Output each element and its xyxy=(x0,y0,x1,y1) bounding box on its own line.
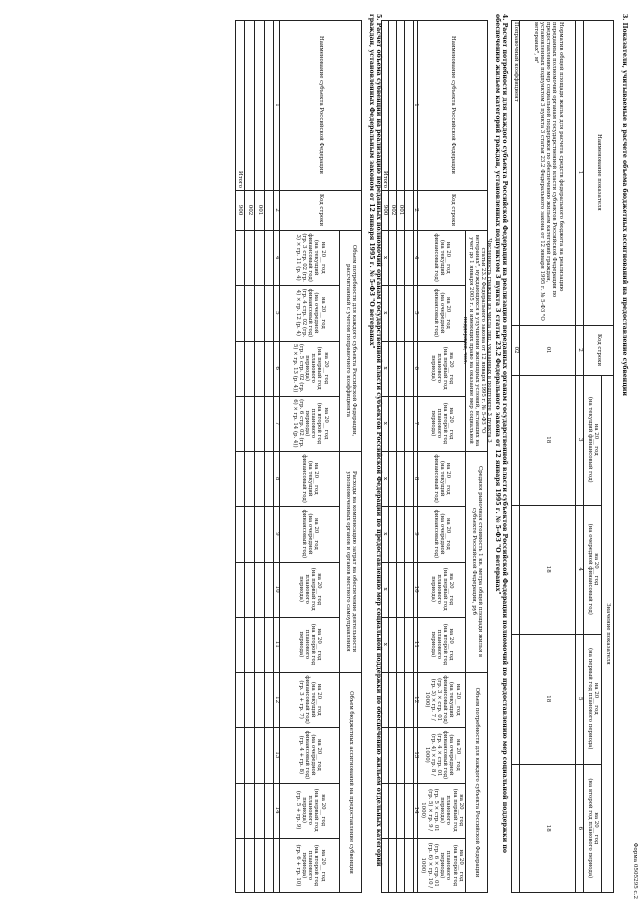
column-number: 8 xyxy=(274,476,281,481)
header-year-column: на 20__ год (на очередной финансовый год) xyxy=(587,523,600,615)
header-year-column: на 20__ год (на текущий финансовый год) xyxy=(432,454,452,503)
grid-line xyxy=(404,20,405,893)
header-group: Объем потребности для каждого субъекта Российской Федерации xyxy=(474,687,481,878)
row-code: 002 xyxy=(247,204,254,216)
header-year-column: на 20__ год (на очередной финансовый год) (гр. 4 × стр. 01 (гр. 4) × гр. 8 / 1000) xyxy=(423,730,461,780)
column-number: 11 xyxy=(274,640,281,648)
column-number: 2 xyxy=(577,348,584,352)
column-number: 4 xyxy=(274,255,281,260)
header-group: Средняя рыночная стоимость 1 кв. метра общей площади жилья в субъекте Российской Федерации, руб xyxy=(471,465,484,658)
indicator-value xyxy=(511,764,520,894)
row-code: 001 xyxy=(398,204,405,216)
grid-line xyxy=(264,20,265,893)
column-number: 12 xyxy=(274,696,281,704)
column-number: 14 xyxy=(274,806,281,814)
not-applicable-mark: x xyxy=(382,642,389,646)
grid-line xyxy=(254,20,255,893)
header-group: Объем бюджетных ассигнований на предоставление субвенции xyxy=(348,691,355,874)
header-year-column: на 20__ год (на первый год планового периода) xyxy=(429,567,455,611)
column-number: 11 xyxy=(413,640,420,648)
row-code: 02 xyxy=(512,346,519,354)
header-year-column: на 20__ год (на второй год планового периода) (гр. 6 + гр. 10) xyxy=(294,844,326,887)
header-year-column: на 20__ год (на текущий финансовый год) (гр. 3 × стр. 01 (гр. 3) × гр. 7 / 1000) xyxy=(423,675,461,724)
header-year-column: на 20__ год (на второй год планового периода) xyxy=(587,778,600,879)
grid-line xyxy=(396,20,397,893)
not-applicable-mark: x xyxy=(382,256,389,260)
header-year-column: на 20__ год (на второй год планового периода) xyxy=(297,623,323,666)
column-number: 5 xyxy=(413,311,420,315)
column-number: 2 xyxy=(413,208,420,212)
header-year-column: на 20__ год (на второй год планового периода) xyxy=(429,623,455,666)
header-year-column: на 20__ год (на текущий финансовый год) xyxy=(587,396,600,483)
total-row-code: 900 xyxy=(237,204,244,216)
header-year-column: на 20__ год (на первый год планового периода) xyxy=(587,648,600,750)
header-year-column: на 20__ год (на текущий финансовый год) (гр. 3 стр. 02 (гр. 3) × гр. 11 (р. 4) xyxy=(294,233,326,282)
column-number: 8 xyxy=(413,476,420,481)
header-year-column: на 20__ год (на очередной финансовый год) xyxy=(432,288,452,338)
column-number: 12 xyxy=(413,696,420,704)
form-code: Форма 0505295 с.2 xyxy=(632,842,638,899)
total-label: Итого xyxy=(382,171,389,188)
column-number: 5 xyxy=(274,311,281,315)
row-code: 01 xyxy=(545,346,552,354)
column-number: 10 xyxy=(413,585,420,593)
column-number: 2 xyxy=(274,208,281,212)
not-applicable-mark: x xyxy=(382,532,389,536)
header-year-column: на 20__ год (на очередной финансовый год) xyxy=(432,509,452,559)
header-group: Объем потребности для каждого субъекта Российской Федерации, рассчитанный с учетом поправочного коэффициента xyxy=(345,244,358,437)
column-number: 13 xyxy=(413,751,420,759)
header-indicator-name: Наименование показателя xyxy=(596,134,603,211)
indicator-value xyxy=(511,375,520,505)
row-code: 001 xyxy=(257,204,264,216)
column-number: 5 xyxy=(577,696,584,701)
indicator-value: 18 xyxy=(545,695,552,703)
indicator-name: Норматив общей площади жилья для расчета средств федерального бюджета на реализацию переданных полномочий органам государственной власти субъектов Российской Федерации по предоставлению мер социальной поддержки по обеспечению жильем категорий граждан, установленных подпунктом 3 пункта 3 статьи 23.2 Федерального закона от 12 января 1995 г. № 5-ФЗ "О ветеранах", м² xyxy=(532,22,564,321)
column-number: 7 xyxy=(413,421,420,426)
header-year-column: на 20__ год (на очередной финансовый год) xyxy=(300,509,320,559)
header-year-column: на 20__ год (на первый год планового периода) xyxy=(297,567,323,611)
section-4-heading: 4. Расчет потребности для каждого субъекта Российской Федерации на реализацию переданных органам государственной власти субъектов Российской Федерации полномочий по предоставлению мер социальной поддержки по обеспечению жильем категорий граждан, установленных подпунктом 3 пункта 3 статьи 23.2 Федерального закона от 12 января 1995 г. № 5-ФЗ "О ветеранах" xyxy=(493,14,508,854)
not-applicable-mark: x xyxy=(382,311,389,315)
column-number: 13 xyxy=(274,751,281,759)
header-year-column: на 20__ год (на первый год планового периода) (гр. 5 × стр. 01 (гр. 5) × гр. 9 / 1000) xyxy=(420,788,464,832)
not-applicable-mark: x xyxy=(382,587,389,591)
column-number: 6 xyxy=(274,366,281,370)
column-number: 1 xyxy=(577,170,584,175)
column-number: 14 xyxy=(413,806,420,814)
column-number: 10 xyxy=(274,585,281,593)
column-number: 7 xyxy=(274,421,281,426)
total-label: Итого xyxy=(237,171,244,188)
header-year-column: на 20__ год (на первый год планового периода) (гр. 5 стр. 02 (гр. 5) × гр. 13 (р. 4)) xyxy=(291,343,329,393)
header-row-code: Код строки xyxy=(450,193,457,227)
header-year-column: на 20__ год (на первый год планового периода) (гр. 5 + гр. 9) xyxy=(294,788,326,832)
indicator-value: 18 xyxy=(545,565,552,573)
header-year-column: на 20__ год (на текущий финансовый год) (гр. 3 + гр. 7) xyxy=(297,675,323,724)
column-number: 1 xyxy=(413,103,420,107)
header-row-code: Код строки xyxy=(318,193,325,227)
header-subject-name: Наименование субъекта Российской Федерации xyxy=(450,36,457,174)
indicator-value xyxy=(511,634,520,764)
not-applicable-mark: x xyxy=(382,477,389,481)
header-year-column: на 20__ год (на текущий финансовый год) xyxy=(300,454,320,503)
column-number: 9 xyxy=(413,532,420,536)
column-number: 1 xyxy=(274,103,281,107)
section-5-heading: 5. Расчет объема субвенции на реализацию переданных полномочий органам государственной власти субъектов Российской Федерации по предоставлению мер социальной поддержки по обеспечению жильем отдельных категорий граждан, установленных Федеральным законом от 12 января 1995 г. № 5-ФЗ "О ветеранах" xyxy=(367,14,382,867)
header-row-code: Код строки xyxy=(596,333,603,367)
indicator-value: 18 xyxy=(545,824,552,832)
header-year-column: на 20__ год (на текущий финансовый год) xyxy=(432,233,452,282)
header-indicator-value: Значение показателя xyxy=(605,603,612,665)
header-year-column: на 20__ год (на очередной финансовый год) (гр. 4 + гр. 8) xyxy=(297,730,323,780)
header-group: Расходы на компенсацию затрат на обеспечение деятельности уполномоченных органов и органов местного самоуправления xyxy=(345,470,358,653)
column-number: 4 xyxy=(413,255,420,260)
column-number: 9 xyxy=(274,532,281,536)
column-number: 6 xyxy=(577,826,584,831)
not-applicable-mark: x xyxy=(382,421,389,425)
header-year-column: на 20__ год (на второй год планового периода) (гр. 6 × стр. 01 (гр. 6) × гр. 10 / 1000) xyxy=(420,842,464,889)
indicator-value: 18 xyxy=(545,436,552,444)
total-row-code: 900 xyxy=(382,204,389,216)
indicator-value xyxy=(511,505,520,635)
column-number: 3 xyxy=(577,437,584,442)
section-3-heading: 3. Показатели, учитываемые в расчете объема бюджетных ассигнований на предоставление субвенции xyxy=(621,14,628,396)
header-subject-name: Наименование субъекта Российской Федерации xyxy=(318,36,325,174)
header-group: Численность граждан из числа лиц, указанных в подпункте 3 пункта 3 статьи 23.2 Федерального закона от 12 января 1995 г. № 5-ФЗ "О ветеранах", нуждающихся в улучшении жилищных условий, вставших на учет до 1 января 2005 г. и имеющих право на оказание мер социальной поддержки, чел. xyxy=(461,234,493,447)
indicator-name: Поправочный коэффициент xyxy=(512,22,519,102)
column-number: 6 xyxy=(413,366,420,370)
column-number: 4 xyxy=(577,567,584,572)
header-year-column: на 20__ год (на второй год планового периода) (гр. 6 стр. 02 (гр. 6) × гр. 14 (р. 4)) xyxy=(291,399,329,448)
header-year-column: на 20__ год (на первый год планового периода) xyxy=(429,346,455,390)
header-year-column: на 20__ год (на второй год планового периода) xyxy=(429,402,455,445)
header-year-column: на 20__ год (на очередной финансовый год) (гр. 4 стр. 02 (гр. 4) × гр. 12 (р. 4) xyxy=(294,288,326,338)
row-code: 002 xyxy=(390,204,397,216)
not-applicable-mark: x xyxy=(382,366,389,370)
